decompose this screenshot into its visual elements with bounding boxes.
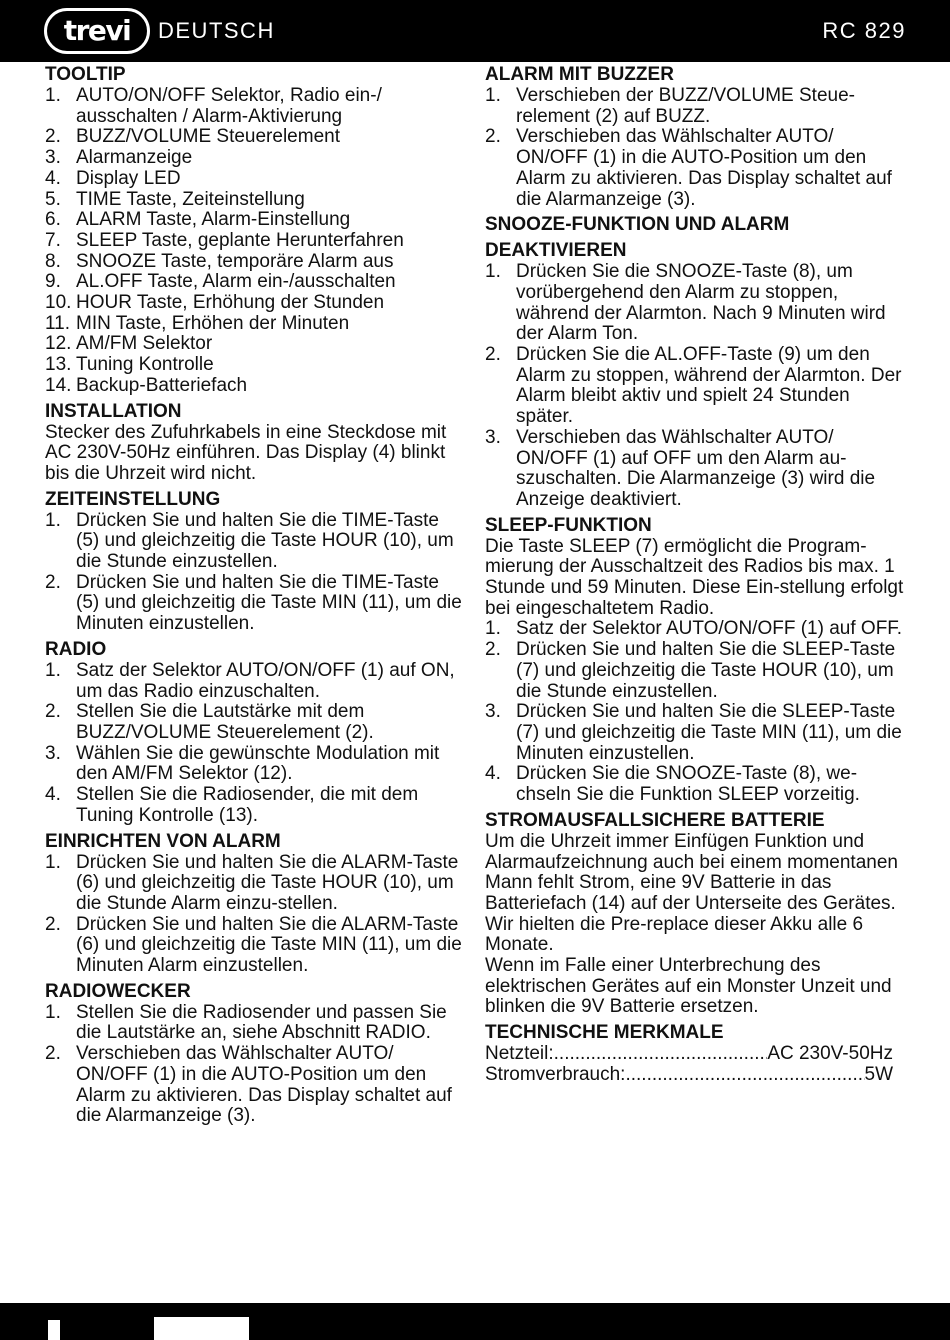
list-item-number: 1. (485, 85, 501, 106)
list-item-number: 8. (45, 250, 61, 272)
list-item-number: 4. (45, 784, 61, 806)
list-item (485, 702, 905, 764)
sleep-text: Die Taste SLEEP (7) ermöglicht die Program-mierung der Ausschaltzeit des Radios bis max. 1 Stunde und 59 Minuten. Diese Ein-stellung erfolgt bei eingeschaltetem Radio. (485, 535, 904, 619)
list-item (45, 1044, 467, 1127)
section-title-snooze-line1: SNOOZE-FUNKTION UND ALARM (485, 214, 790, 236)
list-item (45, 661, 467, 702)
list-item (485, 127, 905, 210)
brand-logo (44, 8, 150, 54)
list-item (45, 376, 467, 397)
spec-label: Stromverbrauch: (485, 1063, 626, 1085)
section-title-installation: INSTALLATION (45, 400, 182, 422)
language-label: DEUTSCH (158, 18, 275, 43)
list-item (45, 127, 467, 148)
list-item-text: BUZZ/VOLUME Steuerelement (76, 126, 340, 148)
list-item-number: 2. (45, 1043, 61, 1065)
footer-mark-left (48, 1320, 60, 1340)
tooltip-list (45, 86, 467, 397)
list-item (45, 293, 467, 314)
list-item (485, 428, 905, 511)
list-item-number: 7. (45, 229, 61, 251)
list-item-text: AL.OFF Taste, Alarm ein-/ausschalten (76, 271, 396, 293)
list-item (45, 210, 467, 231)
list-item (45, 511, 467, 573)
footer-mark-tab (154, 1317, 249, 1340)
list-item-number: 2. (485, 344, 501, 366)
list-item-number: 1. (45, 851, 61, 873)
spec-value: AC 230V-50Hz (767, 1043, 893, 1065)
zeiteinstellung-list (45, 511, 467, 635)
list-item (45, 334, 467, 355)
list-item (45, 785, 467, 826)
battery-text-2: Wenn im Falle einer Unterbrechung des elektrischen Gerätes auf ein Monster Unzeit und blinken die 9V Batterie ersetzen. (485, 955, 892, 1018)
list-item-text: Tuning Kontrolle (76, 354, 214, 376)
right-column (485, 64, 905, 1086)
section-title-zeiteinstellung: ZEITEINSTELLUNG (45, 488, 221, 510)
list-item-text: Verschieben das Wählschalter AUTO/ ON/OFF (1) auf OFF um den Alarm au-szuschalten. Die Alarmanzeige (3) wird die Anzeige deaktiviert. (516, 426, 876, 510)
section-title-buzzer: ALARM MIT BUZZER (485, 64, 674, 85)
list-item-text: Drücken Sie und halten Sie die ALARM-Taste (6) und gleichzeitig die Taste MIN (11), um die Minuten Alarm einzustellen. (76, 913, 462, 977)
brand-logo-text: trevi (63, 14, 131, 47)
model-number: RC 829 (822, 18, 906, 43)
list-item (485, 345, 905, 428)
spec-leader-dots (554, 1044, 768, 1065)
list-item-text: Wählen Sie die gewünschte Modulation mit den AM/FM Selektor (12). (76, 742, 440, 785)
list-item (45, 915, 467, 977)
list-item-text: Drücken Sie die SNOOZE-Taste (8), we-chseln Sie die Funktion SLEEP vorzeitig. (516, 763, 860, 806)
section-title-radio: RADIO (45, 638, 107, 660)
list-item (45, 169, 467, 190)
section-title-radiowecker: RADIOWECKER (45, 980, 191, 1002)
spec-row-power-supply (485, 1044, 893, 1065)
list-item-number: 12. (45, 333, 72, 355)
list-item (45, 314, 467, 335)
list-item-text: Drücken Sie die SNOOZE-Taste (8), um vorübergehend den Alarm zu stoppen, während der Alarmton. Nach 9 Minuten wird der Alarm Ton. (516, 261, 886, 345)
list-item-text: Drücken Sie und halten Sie die TIME-Taste (5) und gleichzeitig die Taste HOUR (10), um die Stunde einzustellen. (76, 509, 454, 573)
page-footer-bar (0, 1303, 950, 1340)
list-item-number: 2. (485, 639, 501, 661)
list-item-text: AM/FM Selektor (76, 333, 213, 355)
list-item-number: 2. (45, 701, 61, 723)
list-item-number: 1. (45, 659, 61, 681)
list-item (45, 86, 467, 127)
list-item-text: Satz der Selektor AUTO/ON/OFF (1) auf ON, um das Radio einzuschalten. (76, 659, 455, 702)
list-item-text: AUTO/ON/OFF Selektor, Radio ein-/ ausschalten / Alarm-Aktivierung (76, 85, 382, 127)
list-item-number: 11. (45, 312, 71, 334)
list-item-text: ALARM Taste, Alarm-Einstellung (76, 209, 351, 231)
list-item-text: HOUR Taste, Erhöhung der Stunden (76, 292, 385, 314)
list-item-text: MIN Taste, Erhöhen der Minuten (76, 312, 350, 334)
list-item (485, 86, 905, 127)
list-item-number: 2. (45, 913, 61, 935)
radiowecker-list (45, 1003, 467, 1127)
list-item-text: Verschieben der BUZZ/VOLUME Steue-relement (2) auf BUZZ. (516, 85, 855, 127)
snooze-list (485, 262, 905, 510)
list-item-number: 4. (485, 763, 501, 785)
list-item-text: Stellen Sie die Radiosender, die mit dem Tuning Kontrolle (13). (76, 784, 419, 826)
list-item-text: Backup-Batteriefach (76, 374, 248, 396)
list-item-text: Drücken Sie und halten Sie die SLEEP-Taste (7) und gleichzeitig die Taste MIN (11), um die Minuten einzustellen. (516, 701, 902, 764)
list-item-text: Drücken Sie und halten Sie die SLEEP-Taste (7) und gleichzeitig die Taste HOUR (10), um die Stunde einzustellen. (516, 639, 896, 702)
list-item (485, 262, 905, 345)
list-item-number: 3. (45, 742, 61, 764)
list-item (45, 853, 467, 915)
list-item-number: 14. (45, 374, 72, 396)
list-item-text: Drücken Sie und halten Sie die TIME-Taste (5) und gleichzeitig die Taste MIN (11), um die Minuten einzustellen. (76, 571, 462, 635)
list-item (45, 355, 467, 376)
list-item (485, 640, 905, 702)
list-item (45, 272, 467, 293)
list-item-number: 1. (45, 509, 61, 531)
list-item (485, 764, 905, 805)
list-item-text: Verschieben das Wählschalter AUTO/ ON/OFF (1) in die AUTO-Position um den Alarm zu aktivieren. Das Display schaltet auf die Alarmanzeige (3). (516, 126, 892, 210)
list-item-text: SNOOZE Taste, temporäre Alarm aus (76, 250, 394, 272)
list-item-number: 3. (485, 701, 501, 723)
installation-text: Stecker des Zufuhrkabels in eine Steckdose mit AC 230V-50Hz einführen. Das Display (4) blinkt bis die Uhrzeit wird nicht. (45, 421, 447, 484)
alarm-setup-list (45, 853, 467, 977)
section-title-specs: TECHNISCHE MERKMALE (485, 1022, 724, 1044)
list-item-text: Satz der Selektor AUTO/ON/OFF (1) auf OFF. (516, 618, 903, 640)
list-item-text: Stellen Sie die Lautstärke mit dem BUZZ/VOLUME Steuerelement (2). (76, 701, 374, 743)
list-item (485, 619, 905, 640)
list-item-number: 3. (485, 426, 501, 448)
list-item-number: 9. (45, 271, 61, 293)
spec-leader-dots (625, 1065, 864, 1086)
list-item (45, 231, 467, 252)
list-item (45, 744, 467, 785)
list-item-number: 6. (45, 209, 61, 231)
list-item (45, 573, 467, 635)
list-item (45, 252, 467, 273)
spec-value: 5W (864, 1063, 893, 1085)
spec-label: Netzteil: (485, 1043, 554, 1065)
list-item (45, 190, 467, 211)
list-item (45, 702, 467, 743)
list-item-number: 10. (45, 292, 72, 314)
list-item (45, 148, 467, 169)
left-column (45, 64, 467, 1127)
list-item-text: Stellen Sie die Radiosender und passen Sie die Lautstärke an, siehe Abschnitt RADIO. (76, 1001, 447, 1044)
list-item-number: 2. (45, 126, 61, 148)
list-item-text: Drücken Sie die AL.OFF-Taste (9) um den Alarm zu stoppen, während der Alarmton. Der Alarm bleibt aktiv und spielt 24 Stunden später. (516, 344, 902, 428)
list-item-text: Drücken Sie und halten Sie die ALARM-Taste (6) und gleichzeitig die Taste HOUR (10), um die Stunde Alarm einzu-stellen. (76, 851, 459, 914)
section-title-alarm-setup: EINRICHTEN VON ALARM (45, 830, 281, 852)
list-item-number: 1. (485, 261, 501, 283)
sleep-list (485, 619, 905, 805)
section-title-snooze-line2: DEAKTIVIEREN (485, 240, 627, 262)
spec-row-consumption (485, 1065, 893, 1086)
battery-text: Um die Uhrzeit immer Einfügen Funktion und Alarmaufzeichnung auch bei einem momentanen Mann fehlt Strom, eine 9V Batterie in das Batteriefach (14) auf der Unterseite des Gerätes. Wir hielten die Pre-replace dieser Akku alle 6 Monate. (485, 830, 898, 956)
list-item-text: Alarmanzeige (76, 147, 193, 169)
list-item-text: Display LED (76, 167, 181, 189)
list-item-text: TIME Taste, Zeiteinstellung (76, 188, 305, 210)
list-item-number: 4. (45, 167, 61, 189)
list-item-number: 5. (45, 188, 61, 210)
page-header (0, 0, 950, 62)
list-item-number: 1. (45, 1001, 61, 1023)
list-item-text: Verschieben das Wählschalter AUTO/ ON/OFF (1) in die AUTO-Position um den Alarm zu aktivieren. Das Display schaltet auf die Alarmanzeige (3). (76, 1043, 452, 1127)
list-item-number: 3. (45, 147, 61, 169)
section-title-battery: STROMAUSFALLSICHERE BATTERIE (485, 809, 825, 831)
list-item-number: 13. (45, 354, 72, 376)
section-title-sleep: SLEEP-FUNKTION (485, 514, 652, 536)
list-item-number: 2. (485, 126, 501, 148)
list-item-number: 2. (45, 571, 61, 593)
list-item (45, 1003, 467, 1044)
radio-list (45, 661, 467, 827)
list-item-number: 1. (485, 618, 501, 640)
list-item-number: 1. (45, 85, 61, 106)
section-title-tooltip: TOOLTIP (45, 64, 126, 85)
buzzer-list (485, 86, 905, 210)
list-item-text: SLEEP Taste, geplante Herunterfahren (76, 229, 404, 251)
